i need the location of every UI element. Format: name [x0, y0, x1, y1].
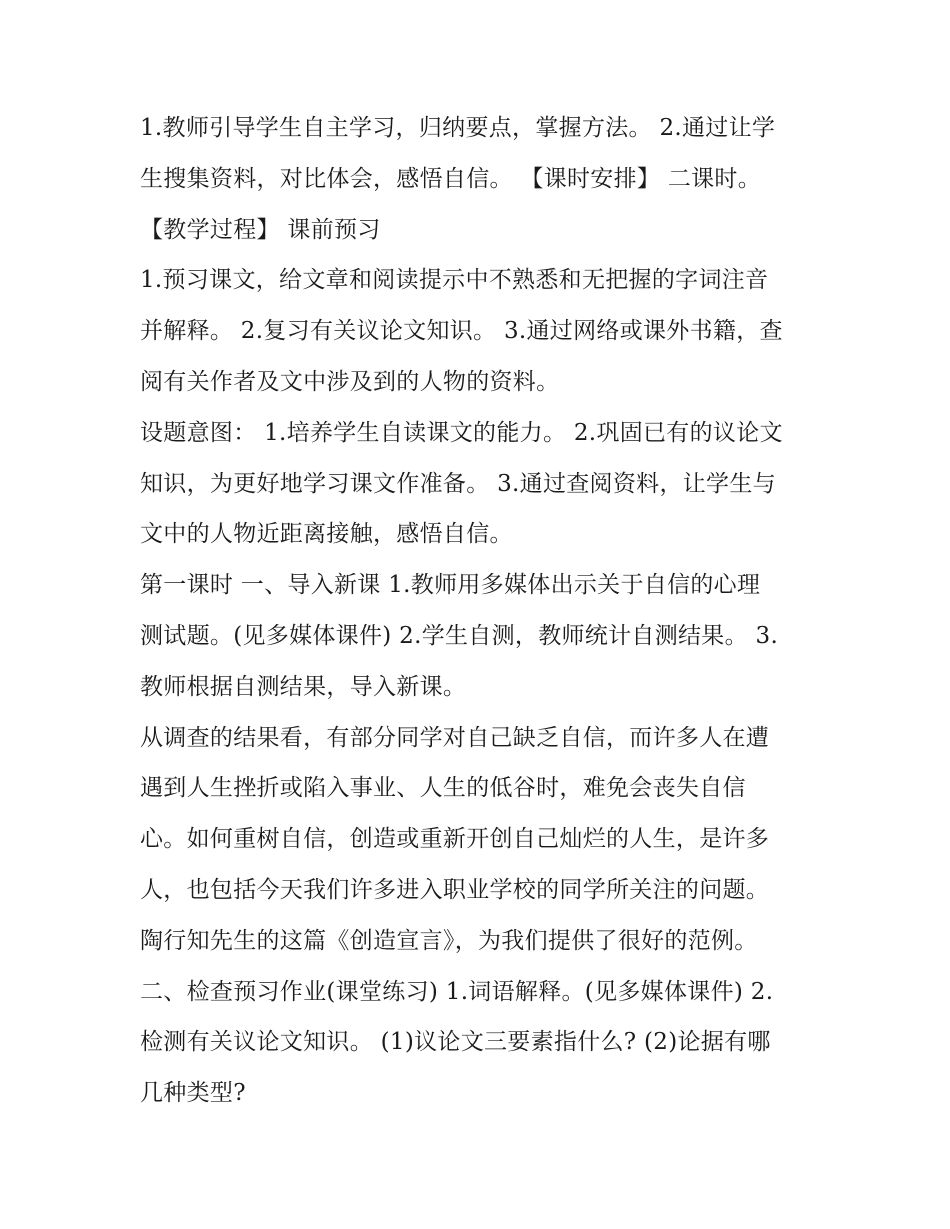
text-line: 教师根据自测结果，导入新课。 — [140, 673, 467, 700]
text-line: 人，也包括今天我们许多进入职业学校的同学所关注的问题。 — [140, 876, 770, 903]
text-line: 第一课时 一、导入新课 1.教师用多媒体出示关于自信的心理 — [140, 572, 761, 599]
text-line: 阅有关作者及文中涉及到的人物的资料。 — [140, 368, 560, 395]
document-body — [140, 103, 820, 1119]
text-line: 遇到人生挫折或陷入事业、人生的低谷时，难免会丧失自信 — [140, 775, 746, 802]
text-line: 设题意图： 1.培养学生自读课文的能力。 2.巩固已有的议论文 — [140, 419, 783, 446]
text-line: 生搜集资料，对比体会，感悟自信。 【课时安排】 二课时。 — [140, 165, 762, 192]
text-line: 知识，为更好地学习课文作准备。 3.通过查阅资料，让学生与 — [140, 470, 776, 497]
text-line: 1.教师引导学生自主学习，归纳要点，掌握方法。 2.通过让学 — [140, 115, 776, 141]
text-line: 文中的人物近距离接触，感悟自信。 — [140, 521, 513, 548]
text-line: 测试题。(见多媒体课件) 2.学生自测，教师统计自测结果。 3. — [140, 622, 779, 649]
text-line: 【教学过程】 课前预习 — [140, 216, 381, 243]
text-line: 从调查的结果看，有部分同学对自己缺乏自信，而许多人在遭 — [140, 724, 770, 751]
text-line: 心。如何重树自信，创造或重新开创自己灿烂的人生，是许多 — [140, 826, 770, 853]
text-line: 二、检查预习作业(课堂练习) 1.词语解释。(见多媒体课件) 2. — [140, 978, 774, 1005]
text-line: 1.预习课文，给文章和阅读提示中不熟悉和无把握的字词注音 — [140, 267, 769, 294]
text-line: 陶行知先生的这篇《创造宣言》，为我们提供了很好的范例。 — [140, 927, 758, 954]
text-line: 并解释。 2.复习有关议论文知识。 3.通过网络或课外书籍，查 — [140, 318, 783, 345]
text-line: 几种类型? — [140, 1080, 246, 1107]
text-line: 检测有关议论文知识。 (1)议论文三要素指什么? (2)论据有哪 — [140, 1029, 771, 1056]
